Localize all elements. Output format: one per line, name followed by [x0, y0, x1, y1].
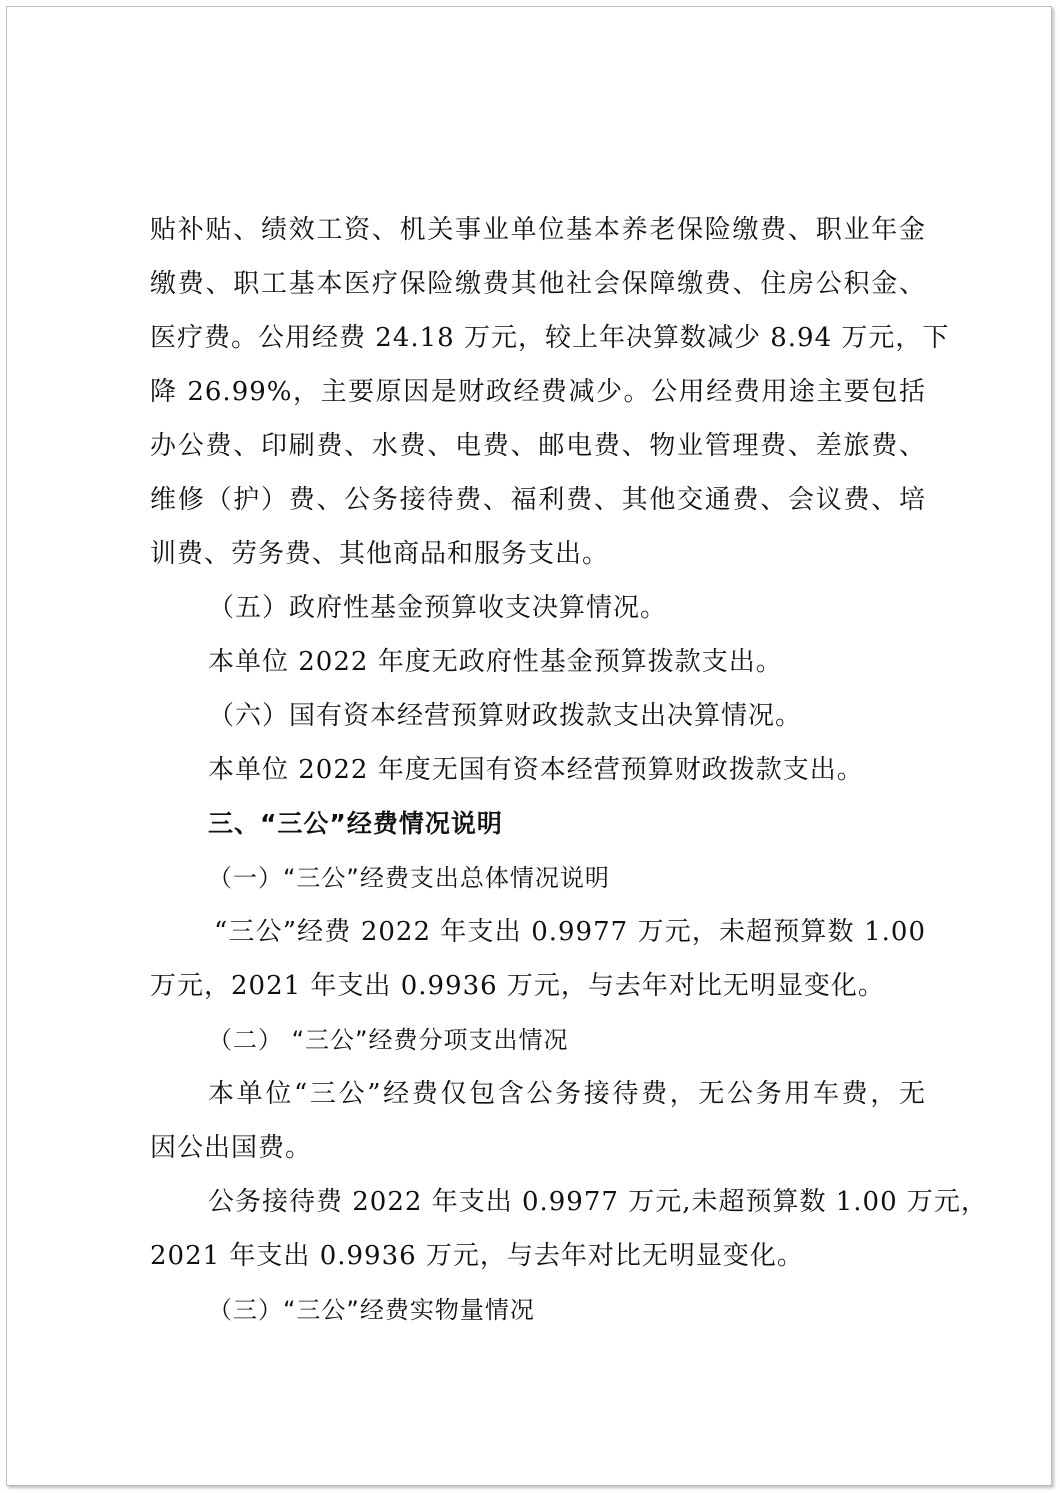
paragraph-line: 办公费、印刷费、水费、电费、邮电费、物业管理费、差旅费、: [150, 431, 926, 461]
document-body: [150, 203, 988, 1337]
subsection-heading-1: （一）“三公”经费支出总体情况说明: [208, 864, 610, 892]
paragraph-line: 降 26.99%，主要原因是财政经费减少。公用经费用途主要包括: [150, 377, 926, 407]
paragraph-line: 贴补贴、绩效工资、机关事业单位基本养老保险缴费、职业年金: [150, 215, 926, 245]
section-heading-3: 三、“三公”经费情况说明: [208, 809, 503, 838]
paragraph-line: 缴费、职工基本医疗保险缴费其他社会保障缴费、住房公积金、: [150, 269, 926, 299]
paragraph-line: 因公出国费。: [150, 1133, 313, 1163]
paragraph-line: 2021 年支出 0.9936 万元，与去年对比无明显变化。: [150, 1241, 804, 1271]
paragraph-line: 医疗费。公用经费 24.18 万元，较上年决算数减少 8.94 万元，下: [150, 323, 950, 353]
paragraph-line: 本单位 2022 年度无政府性基金预算拨款支出。: [208, 647, 783, 677]
document-page: [6, 6, 1052, 1486]
subsection-heading-5: （五）政府性基金预算收支决算情况。: [208, 593, 668, 623]
paragraph-line: 维修（护）费、公务接待费、福利费、其他交通费、会议费、培: [150, 485, 926, 515]
paragraph-line: “三公”经费 2022 年支出 0.9977 万元，未超预算数 1.00: [214, 917, 926, 947]
subsection-heading-3: （三）“三公”经费实物量情况: [208, 1296, 535, 1324]
subsection-heading-2: （二） “三公”经费分项支出情况: [208, 1026, 569, 1054]
paragraph-line: 公务接待费 2022 年支出 0.9977 万元,未超预算数 1.00 万元，: [208, 1187, 988, 1217]
paragraph-line: 本单位“三公”经费仅包含公务接待费，无公务用车费，无: [208, 1079, 926, 1109]
paragraph-line: 本单位 2022 年度无国有资本经营预算财政拨款支出。: [208, 755, 864, 785]
paragraph-line: 训费、劳务费、其他商品和服务支出。: [150, 539, 610, 569]
paragraph-line: 万元，2021 年支出 0.9936 万元，与去年对比无明显变化。: [150, 971, 885, 1001]
subsection-heading-6: （六）国有资本经营预算财政拨款支出决算情况。: [208, 701, 803, 731]
